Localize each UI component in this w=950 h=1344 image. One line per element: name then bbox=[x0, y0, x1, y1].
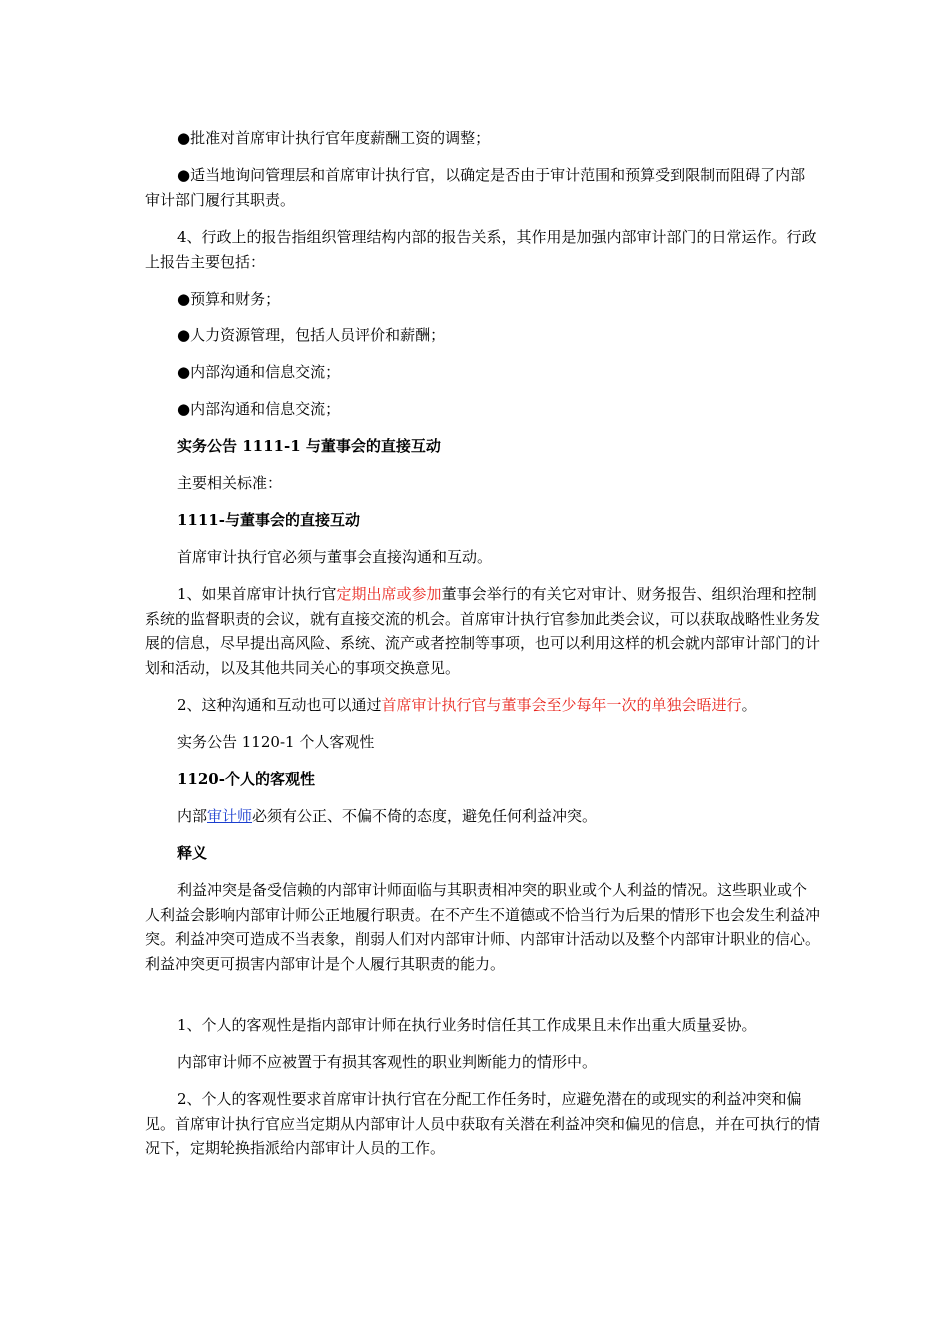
bullet-internal-communication-2: ●内部沟通和信息交流； bbox=[177, 400, 341, 418]
bullet-inquire-management: ●适当地询问管理层和首席审计执行官，以确定是否由于审计范围和预算受到限制而阻碍了内部审计部门履行其职责。 bbox=[145, 166, 806, 209]
heading-standard-1111: 1111-与董事会的直接互动 bbox=[177, 511, 360, 529]
label-related-standards: 主要相关标准： bbox=[177, 474, 283, 492]
text-segment: 2、这种沟通和互动也可以通过 bbox=[177, 696, 382, 714]
para-objectivity-definition: 1、个人的客观性是指内部审计师在执行业务时信任其工作成果且未作出重大质量妥协。 bbox=[177, 1016, 757, 1034]
highlight-annual-meeting: 首席审计执行官与董事会至少每年一次的单独会晤进行 bbox=[381, 696, 742, 714]
text-segment: 董事会举行的有关它对审计、财务报告、组织治理和控制系统的监督职责的会议，就有直接交流的机会。首席审计执行官参加此类会议，可以获取战略性业务发展的信息，尽早提出高风险、系统、流产或者控制等事项，也可以利用这样的机会就内部审计部门的计划和活动，以及其他共同关心的事项交换意见。 bbox=[145, 585, 821, 677]
text-segment: 必须有公正、不偏不倚的态度，避免任何利益冲突。 bbox=[252, 807, 598, 825]
para-must-communicate: 首席审计执行官必须与董事会直接沟通和互动。 bbox=[177, 548, 493, 566]
heading-practice-advisory-1120: 实务公告 1120-1 个人客观性 bbox=[177, 733, 375, 751]
para-objectivity-requirement: 2、个人的客观性要求首席审计执行官在分配工作任务时，应避免潜在的或现实的利益冲突和偏见。首席审计执行官应当定期从内部审计人员中获取有关潜在利益冲突和偏见的信息，并在可执行的情况下，定期轮换指派给内部审计人员的工作。 bbox=[145, 1090, 821, 1158]
highlight-regular-attendance: 定期出席或参加 bbox=[336, 585, 442, 603]
heading-practice-advisory-1111: 实务公告 1111-1 与董事会的直接互动 bbox=[177, 437, 441, 455]
heading-interpretation: 释义 bbox=[177, 844, 208, 862]
heading-standard-1120: 1120-个人的客观性 bbox=[177, 770, 315, 788]
bullet-budget-finance: ●预算和财务； bbox=[177, 290, 281, 308]
bullet-hr-management: ●人力资源管理，包括人员评价和薪酬； bbox=[177, 326, 446, 344]
para-administrative-reporting: 4、行政上的报告指组织管理结构内部的报告关系，其作用是加强内部审计部门的日常运作。行政上报告主要包括： bbox=[145, 228, 817, 271]
text-segment: 1、如果首席审计执行官 bbox=[177, 585, 337, 603]
bullet-approve-salary: ●批准对首席审计执行官年度薪酬工资的调整； bbox=[177, 129, 491, 147]
text-segment: 内部 bbox=[177, 807, 208, 825]
para-impartial-attitude bbox=[145, 804, 820, 829]
bullet-internal-communication-1: ●内部沟通和信息交流； bbox=[177, 363, 341, 381]
para-direct-interaction-1 bbox=[145, 582, 820, 680]
link-auditor[interactable]: 审计师 bbox=[207, 807, 253, 825]
para-not-be-placed: 内部审计师不应被置于有损其客观性的职业判断能力的情形中。 bbox=[177, 1053, 598, 1071]
para-direct-interaction-2 bbox=[145, 693, 820, 718]
para-conflict-of-interest: 利益冲突是备受信赖的内部审计师面临与其职责相冲突的职业或个人利益的情况。这些职业或个人利益会影响内部审计师公正地履行职责。在不产生不道德或不恰当行为后果的情形下也会发生利益冲突。利益冲突可造成不当表象，削弱人们对内部审计师、内部审计活动以及整个内部审计职业的信心。利益冲突更可损害内部审计是个人履行其职责的能力。 bbox=[145, 881, 821, 973]
text-segment: 。 bbox=[741, 696, 757, 714]
